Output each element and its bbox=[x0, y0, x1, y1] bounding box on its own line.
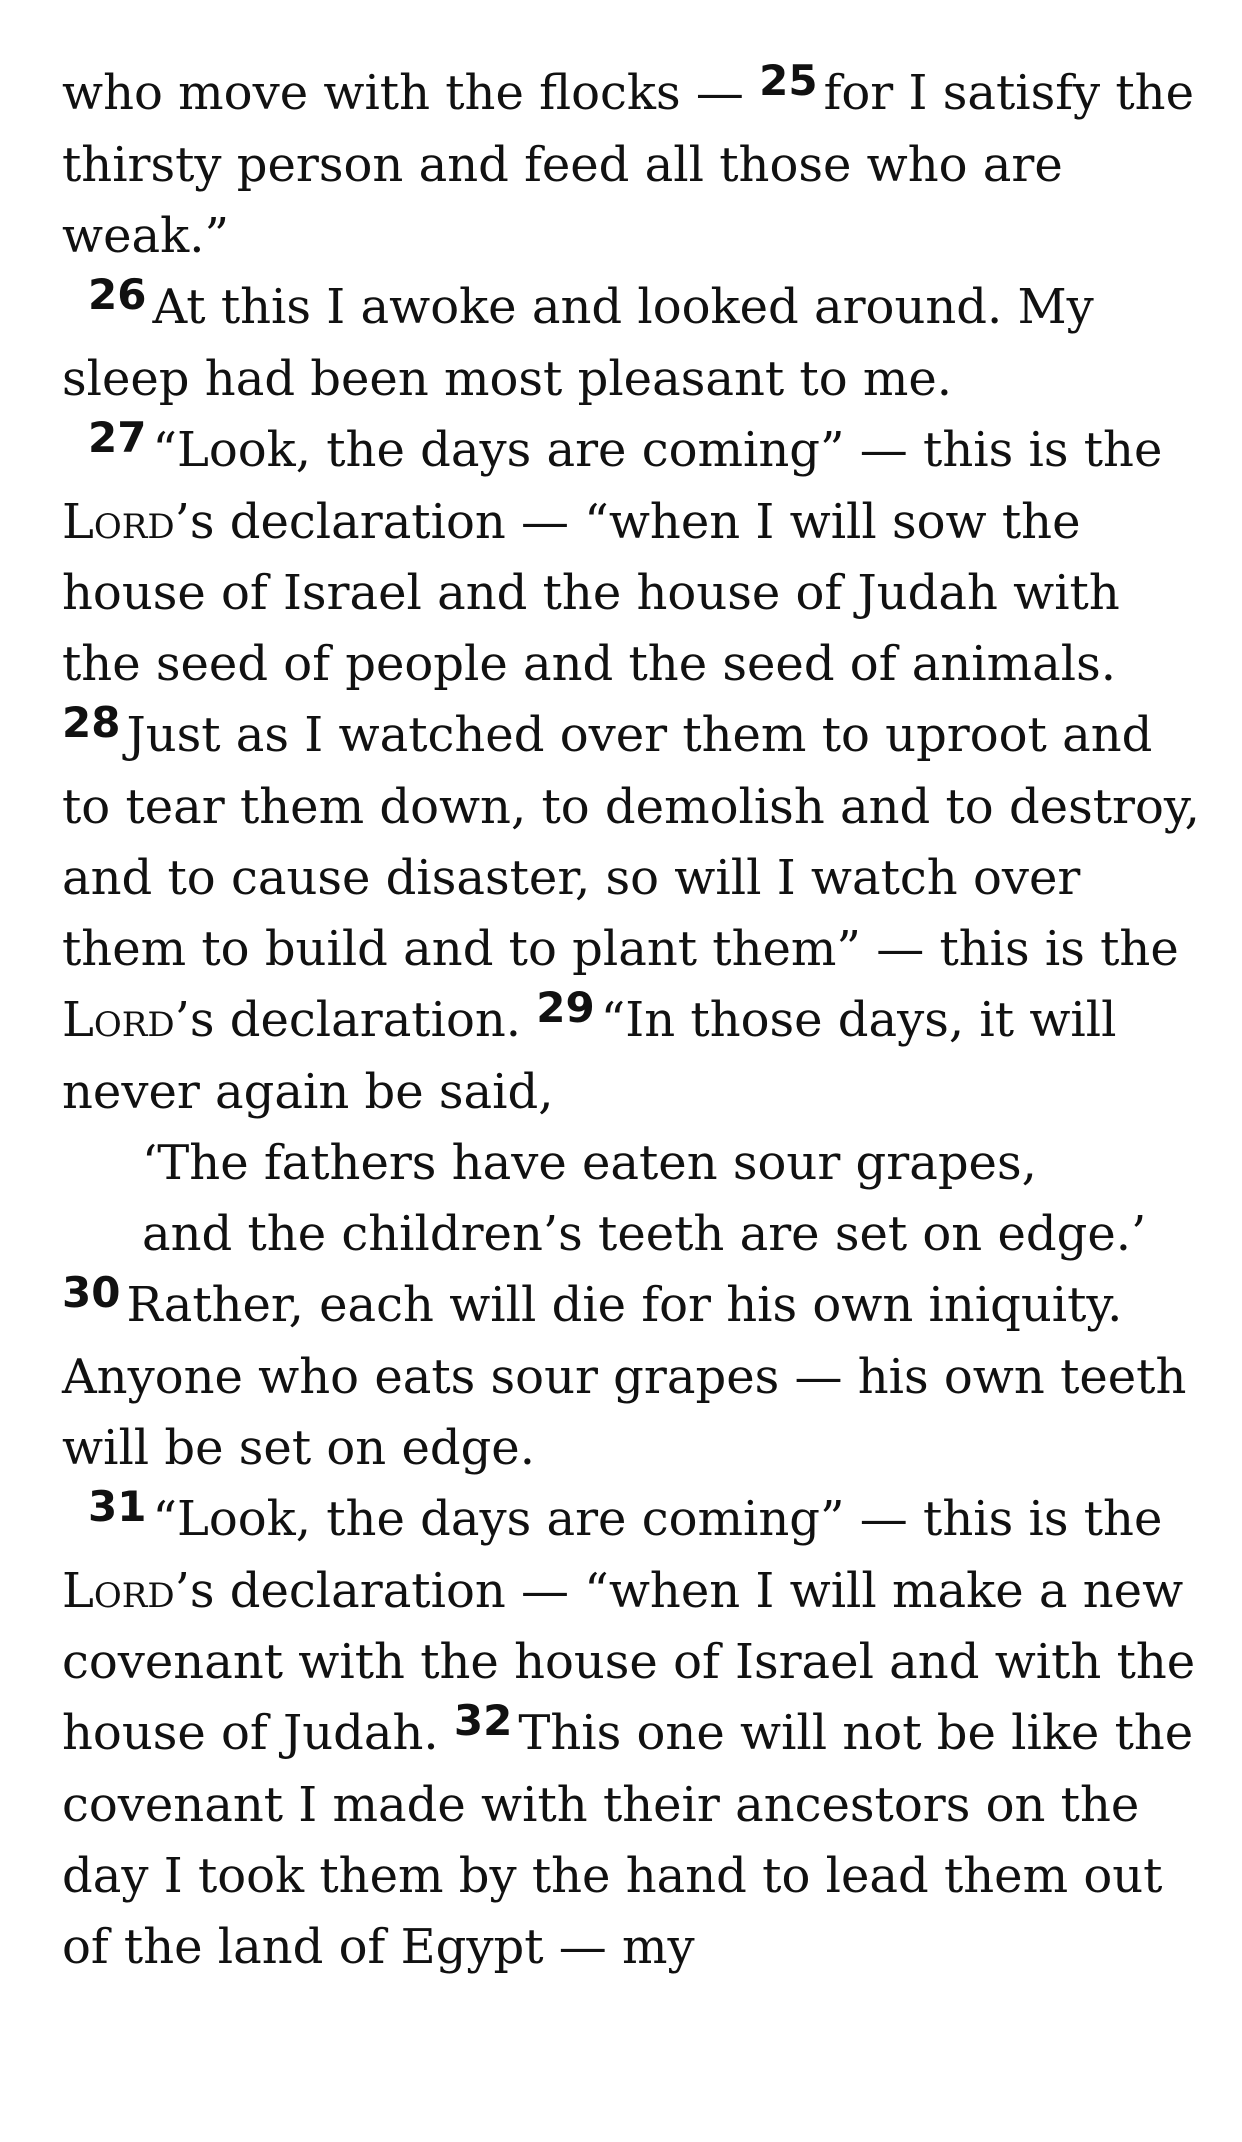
verse-number-32: 32 bbox=[453, 1696, 513, 1745]
verse-text: “Look, the days are coming” — this is the bbox=[152, 422, 1163, 478]
verse-number-31: 31 bbox=[88, 1482, 147, 1531]
verse-text: for I satisfy the thirsty person and feed all those who are weak.” bbox=[62, 65, 1194, 264]
paragraph-verse-24-25 bbox=[62, 58, 1202, 272]
verse-number-29: 29 bbox=[536, 983, 595, 1032]
verse-number-26: 26 bbox=[88, 270, 147, 319]
verse-number-30: 30 bbox=[62, 1268, 121, 1317]
divine-name: Lord bbox=[62, 992, 175, 1048]
poetry-quote bbox=[62, 1128, 1202, 1270]
verse-number-28: 28 bbox=[62, 698, 121, 747]
verse-text: ’s declaration — “when I will sow the house of Israel and the house of Judah with the seed of people and the seed of animals. bbox=[62, 494, 1120, 692]
verse-text: Rather, each will die for his own iniquity. Anyone who eats sour grapes — his own teeth will be set on edge. bbox=[62, 1277, 1187, 1476]
verse-text: “Look, the days are coming” — this is the bbox=[152, 1491, 1163, 1547]
verse-text: who move with the flocks — bbox=[62, 65, 760, 121]
verse-text: Just as I watched over them to uproot and to tear them down, to demolish and to destroy, and to cause disaster, so will I watch over them to build and to plant them” — this is the bbox=[62, 707, 1200, 977]
verse-text: This one will not be like the covenant I made with their ancestors on the day I took them by the hand to lead them out of the land of Egypt — my bbox=[62, 1705, 1194, 1975]
poetry-line: and the children’s teeth are set on edge.’ bbox=[142, 1206, 1147, 1262]
verse-text: “In those days, it will never again be said, bbox=[62, 992, 1117, 1120]
verse-text: ’s declaration. bbox=[174, 992, 537, 1048]
divine-name: Lord bbox=[62, 494, 175, 550]
verse-text: ’s declaration — “when I will make a new covenant with the house of Israel and with the house of Judah. bbox=[62, 1563, 1196, 1761]
divine-name: Lord bbox=[62, 1563, 175, 1619]
verse-number-25: 25 bbox=[759, 56, 818, 105]
verse-text: At this I awoke and looked around. My sleep had been most pleasant to me. bbox=[62, 279, 1094, 407]
verse-number-27: 27 bbox=[88, 413, 147, 462]
paragraph-verse-30 bbox=[62, 1270, 1202, 1484]
paragraph-verse-26 bbox=[62, 272, 1202, 415]
paragraph-verse-27-29 bbox=[62, 415, 1202, 1128]
poetry-line: ‘The fathers have eaten sour grapes, bbox=[142, 1135, 1037, 1191]
paragraph-verse-31-32 bbox=[62, 1484, 1202, 1983]
